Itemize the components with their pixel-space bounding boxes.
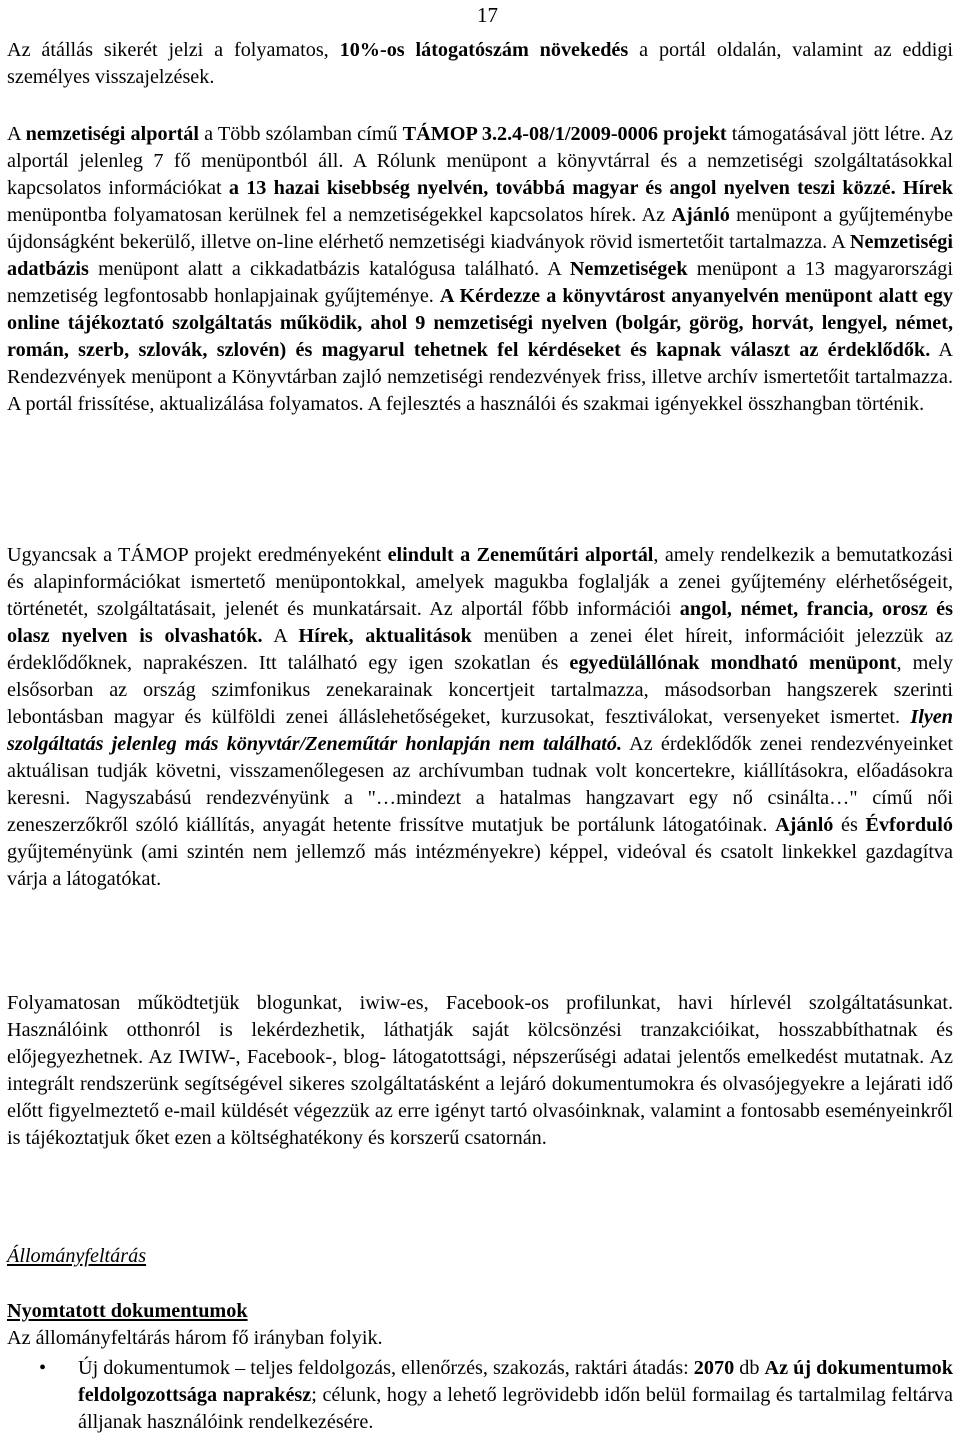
paragraph-nemzetisegi-alportal: A nemzetiségi alportál a Több szólamban című TÁMOP 3.2.4-08/1/2009-0006 projekt támogatásával jött létre. Az alportál jelenleg 7 fő menüpontból áll. A Rólunk menüpont a könyvtárral és a nemzetiségi szolgáltatásokkal kapcsolatos információkat a 13 hazai kisebbség nyelvén, továbbá magyar és angol nyelven teszi közzé. Hírek menüpontba folyamatosan kerülnek fel a nemzetiségekkel kapcsolatos hírek. Az Ajánló menüpont a gyűjteménybe újdonságként bekerülő, illetve on-line elérhető nemzetiségi kiadványok rövid ismertetőit tartalmazza. A Nemzetiségi adatbázis menüpont alatt a cikkadatbázis katalógusa található. A Nemzetiségek menüpont a 13 magyarországi nemzetiség legfontosabb honlapjainak gyűjteménye. A Kérdezze a könyvtárost anyanyelvén menüpont alatt egy online tájékoztató szolgáltatás működik, ahol 9 nemzetiségi nyelven (bolgár, görög, horvát, lengyel, német, román, szerb, szlovák, szlovén) és magyarul tehetnek fel kérdéseket és kapnak választ az érdeklődők. A Rendezvények menüpont a Könyvtárban zajló nemzetiségi rendezvények friss, illetve archív ismertetőit tartalmazza. A portál frissítése, aktualizálása folyamatos. A fejlesztés a használói és szakmai igényekkel összhangban történik. (7, 123, 953, 415)
list-item: • Új dokumentumok – teljes feldolgozás, ellenőrzés, szakozás, raktári átadás: 2070 db Az új dokumentumok feldolgozottsága naprakész; célunk, hogy a lehető legrövidebb időn belül formailag és tartalmilag feltárva álljanak használóink rendelkezésére. (39, 1357, 954, 1433)
heading-allomanyfeltaras: Állományfeltárás (7, 1245, 147, 1267)
bullet-icon: • (39, 1357, 47, 1379)
paragraph-zenemutari-alportal: Ugyancsak a TÁMOP projekt eredményeként elindult a Zeneműtári alportál, amely rendelkezik a bemutatkozási és alapinformációkat ismertető menüpontokkal, amelyek magukba foglalják a zenei gyűjtemény elérhetőségeit, történetét, szolgáltatásait, jelenét és munkatársait. Az alportál főbb információi angol, német, francia, orosz és olasz nyelven is olvashatók. A Hírek, aktualitások menüben a zenei élet híreit, információit jelezzük az érdeklődőknek, naprakészen. Itt található egy igen szokatlan és egyedülállónak mondható menüpont, mely elsősorban az ország szimfonikus zenekarainak koncertjeit tartalmazza, másodsorban hangszerek szerinti lebontásban magyar és külföldi zenei álláslehetőségeket, kurzusokat, fesztiválokat, versenyeket ismertet. Ilyen szolgáltatás jelenleg más könyvtár/Zeneműtár honlapján nem található. Az érdeklődők zenei rendezvényeinket aktuálisan tudják követni, visszamenőlegesen az archívumban tudnak volt koncertekre, kiállításokra, előadásokra keresni. Nagyszabású rendezvényünk a "…mindezt a hatalmas hangzavart egy nő csinálta…" című női zeneszerzőkről szóló kiállítás, anyagát hetente frissítve mutatjuk be portálunk látogatóinak. Ajánló és Évforduló gyűjteményünk (ami szintén nem jellemző más intézményekre) képpel, videóval és csatolt linkekkel gazdagítva várja a látogatókat. (7, 544, 954, 890)
heading-nyomtatott-dokumentumok: Nyomtatott dokumentumok (7, 1300, 248, 1322)
page-number: 17 (477, 3, 498, 27)
paragraph-social-services: Folyamatosan működtetjük blogunkat, iwiw-es, Facebook-os profilunkat, havi hírlevél szolgáltatásunkat. Használóink otthonról is lekérdezhetik, láthatják saját kölcsönzési tranzakcióikat, hosszabbíthatnak és előjegyezhetnek. Az IWIW-, Facebook-, blog- látogatottsági, népszerűségi adatai jelentős emelkedést mutatnak. Az integrált rendszerünk segítségével sikeres szolgáltatásként a lejáró dokumentumokra és olvasójegyekre a lejárati idő előtt figyelmeztető e-mail küldését végezzük az erre igényt tartó olvasóinknak, valamint a fontosabb eseményeinkről is tájékoztatjuk őket ezen a költséghatékony és korszerű csatornán. (7, 992, 953, 1149)
paragraph-visitor-growth: Az átállás sikerét jelzi a folyamatos, 10%-os látogatószám növekedés a portál oldalán, valamint az eddigi személyes visszajelzések. (7, 39, 954, 88)
paragraph-allomanyfeltaras-intro: Az állományfeltárás három fő irányban folyik. (7, 1327, 383, 1349)
bullet-list (7, 1355, 953, 1436)
